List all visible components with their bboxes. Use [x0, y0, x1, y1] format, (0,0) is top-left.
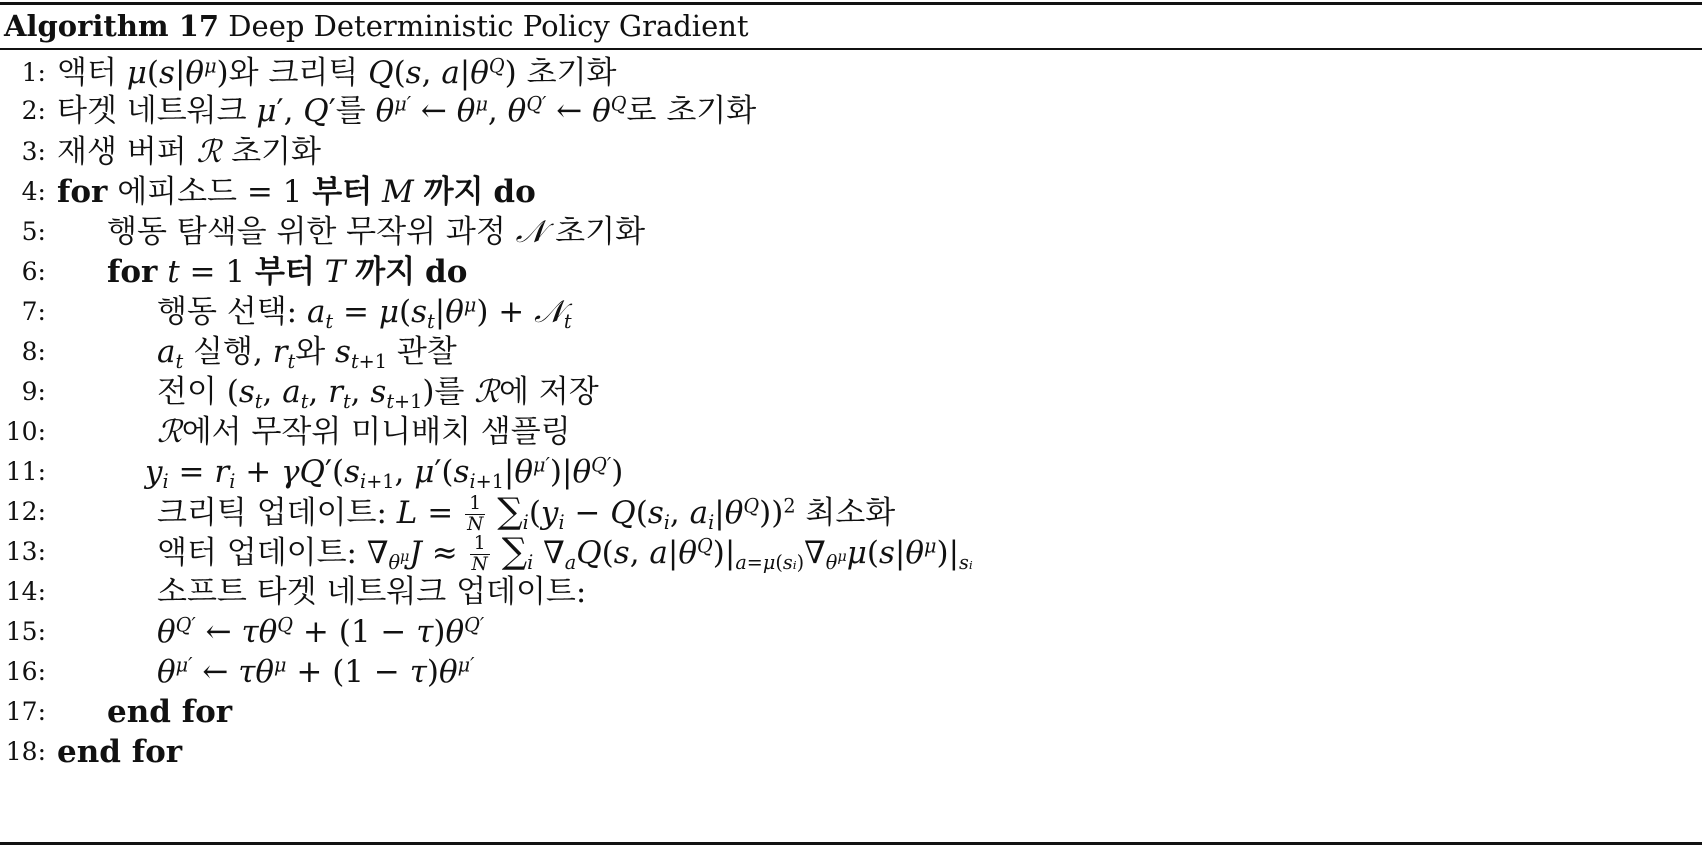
algorithm-line-4: [0, 170, 1702, 214]
top-rule: [0, 2, 1702, 5]
algorithm-line-17: [0, 690, 1702, 734]
line-text: end for: [57, 734, 183, 770]
algorithm-line-18: [0, 730, 1702, 774]
line-text: 행동 선택: $a_t = \mu(s_t|\theta^\mu)$ + 𝒩$_t$: [157, 293, 572, 333]
line-number: 12:: [5, 497, 46, 526]
algorithm-line-8: [0, 330, 1702, 374]
line-text: $\theta^{Q'}$ ← $\tau\theta^Q + (1 - \tau)\theta^{Q'}$: [157, 613, 485, 650]
line-text: 행동 탐색을 위한 무작위 과정 𝒩 초기화: [107, 214, 646, 250]
line-text: $y_i = r_i + \gamma Q'(s_{i+1}$, $\mu'(s_{i+1}|\theta^{\mu'})|\theta^{Q'}$): [145, 453, 624, 493]
algorithm-label: Algorithm 17: [4, 9, 220, 43]
line-number: 11:: [5, 457, 46, 486]
algorithm-line-16: [0, 650, 1702, 694]
line-text: end for: [107, 694, 233, 730]
algorithm-line-13: [0, 530, 1702, 574]
line-text: for 에피소드 = 1 부터 M 까지 do: [57, 174, 536, 210]
algorithm-line-11: [0, 450, 1702, 494]
line-number: 13:: [5, 537, 46, 566]
line-number: 17:: [5, 697, 46, 726]
algorithm-line-15: [0, 610, 1702, 654]
line-number: 15:: [5, 617, 46, 646]
algorithm-line-9: [0, 370, 1702, 414]
line-number: 14:: [5, 577, 46, 606]
line-number: 4:: [21, 177, 46, 206]
line-text: 재생 버퍼 ℛ 초기화: [57, 134, 321, 170]
algorithm-line-7: [0, 290, 1702, 334]
line-number: 2:: [21, 96, 46, 125]
line-text: 크리틱 업데이트: L = $\frac{1}{N}$ $\sum_i(y_i - Q(s_i$, $a_i|\theta^Q))^2$ 최소화: [157, 491, 896, 535]
line-text: $a_t$ 실행, $r_t$와 $s_{t+1}$ 관찰: [157, 334, 457, 373]
algorithm-line-3: [0, 130, 1702, 174]
line-number: 16:: [5, 657, 46, 686]
algorithm-line-2: [0, 89, 1702, 133]
algorithm-line-14: [0, 570, 1702, 614]
line-text: for t = 1 부터 T 까지 do: [107, 254, 468, 290]
algorithm-line-12: [0, 490, 1702, 534]
line-number: 1:: [21, 58, 46, 87]
algorithm-title: Deep Deterministic Policy Gradient: [228, 9, 749, 43]
line-number: 18:: [5, 737, 46, 766]
line-text: 전이 ($s_t$, $a_t$, $r_t$, $s_{t+1}$)를 ℛ에 저장: [157, 374, 599, 413]
line-text: 타겟 네트워크 μ′, Q′를 $\theta^{\mu'}$ ← $\theta^\mu$, $\theta^{Q'}$ ← $\theta^Q$로 초기화: [57, 92, 757, 129]
bottom-rule: [0, 842, 1702, 845]
line-text: $\theta^{\mu'}$ ← $\tau\theta^\mu + (1 - \tau)\theta^{\mu'}$: [157, 653, 475, 690]
algorithm-header: [4, 7, 749, 45]
line-text: 소프트 타겟 네트워크 업데이트:: [157, 574, 587, 610]
line-number: 3:: [21, 137, 46, 166]
line-number: 6:: [21, 257, 46, 286]
line-text: 액터 $\mu(s|\theta^\mu)$와 크리틱 Q(s, $a|\theta^Q$) 초기화: [57, 54, 617, 91]
algorithm-line-10: [0, 410, 1702, 454]
algorithm-line-6: [0, 250, 1702, 294]
line-number: 8:: [21, 337, 46, 366]
algorithm-line-5: [0, 210, 1702, 254]
line-text: ℛ에서 무작위 미니배치 샘플링: [157, 414, 571, 450]
line-number: 5:: [21, 217, 46, 246]
line-text: 액터 업데이트: $\nabla_{\theta^\mu}J$ ≈ $\frac{1}{N}$ $\sum_i$ $\nabla_aQ(s$, $a|\theta^Q)|_{a=\mu(sᵢ)}\nabla_{\theta^\mu}\mu(s|\theta^\mu)|_{sᵢ}$: [157, 531, 973, 575]
line-number: 7:: [21, 297, 46, 326]
line-number: 9:: [21, 377, 46, 406]
line-number: 10:: [5, 417, 46, 446]
header-rule: [0, 48, 1702, 50]
